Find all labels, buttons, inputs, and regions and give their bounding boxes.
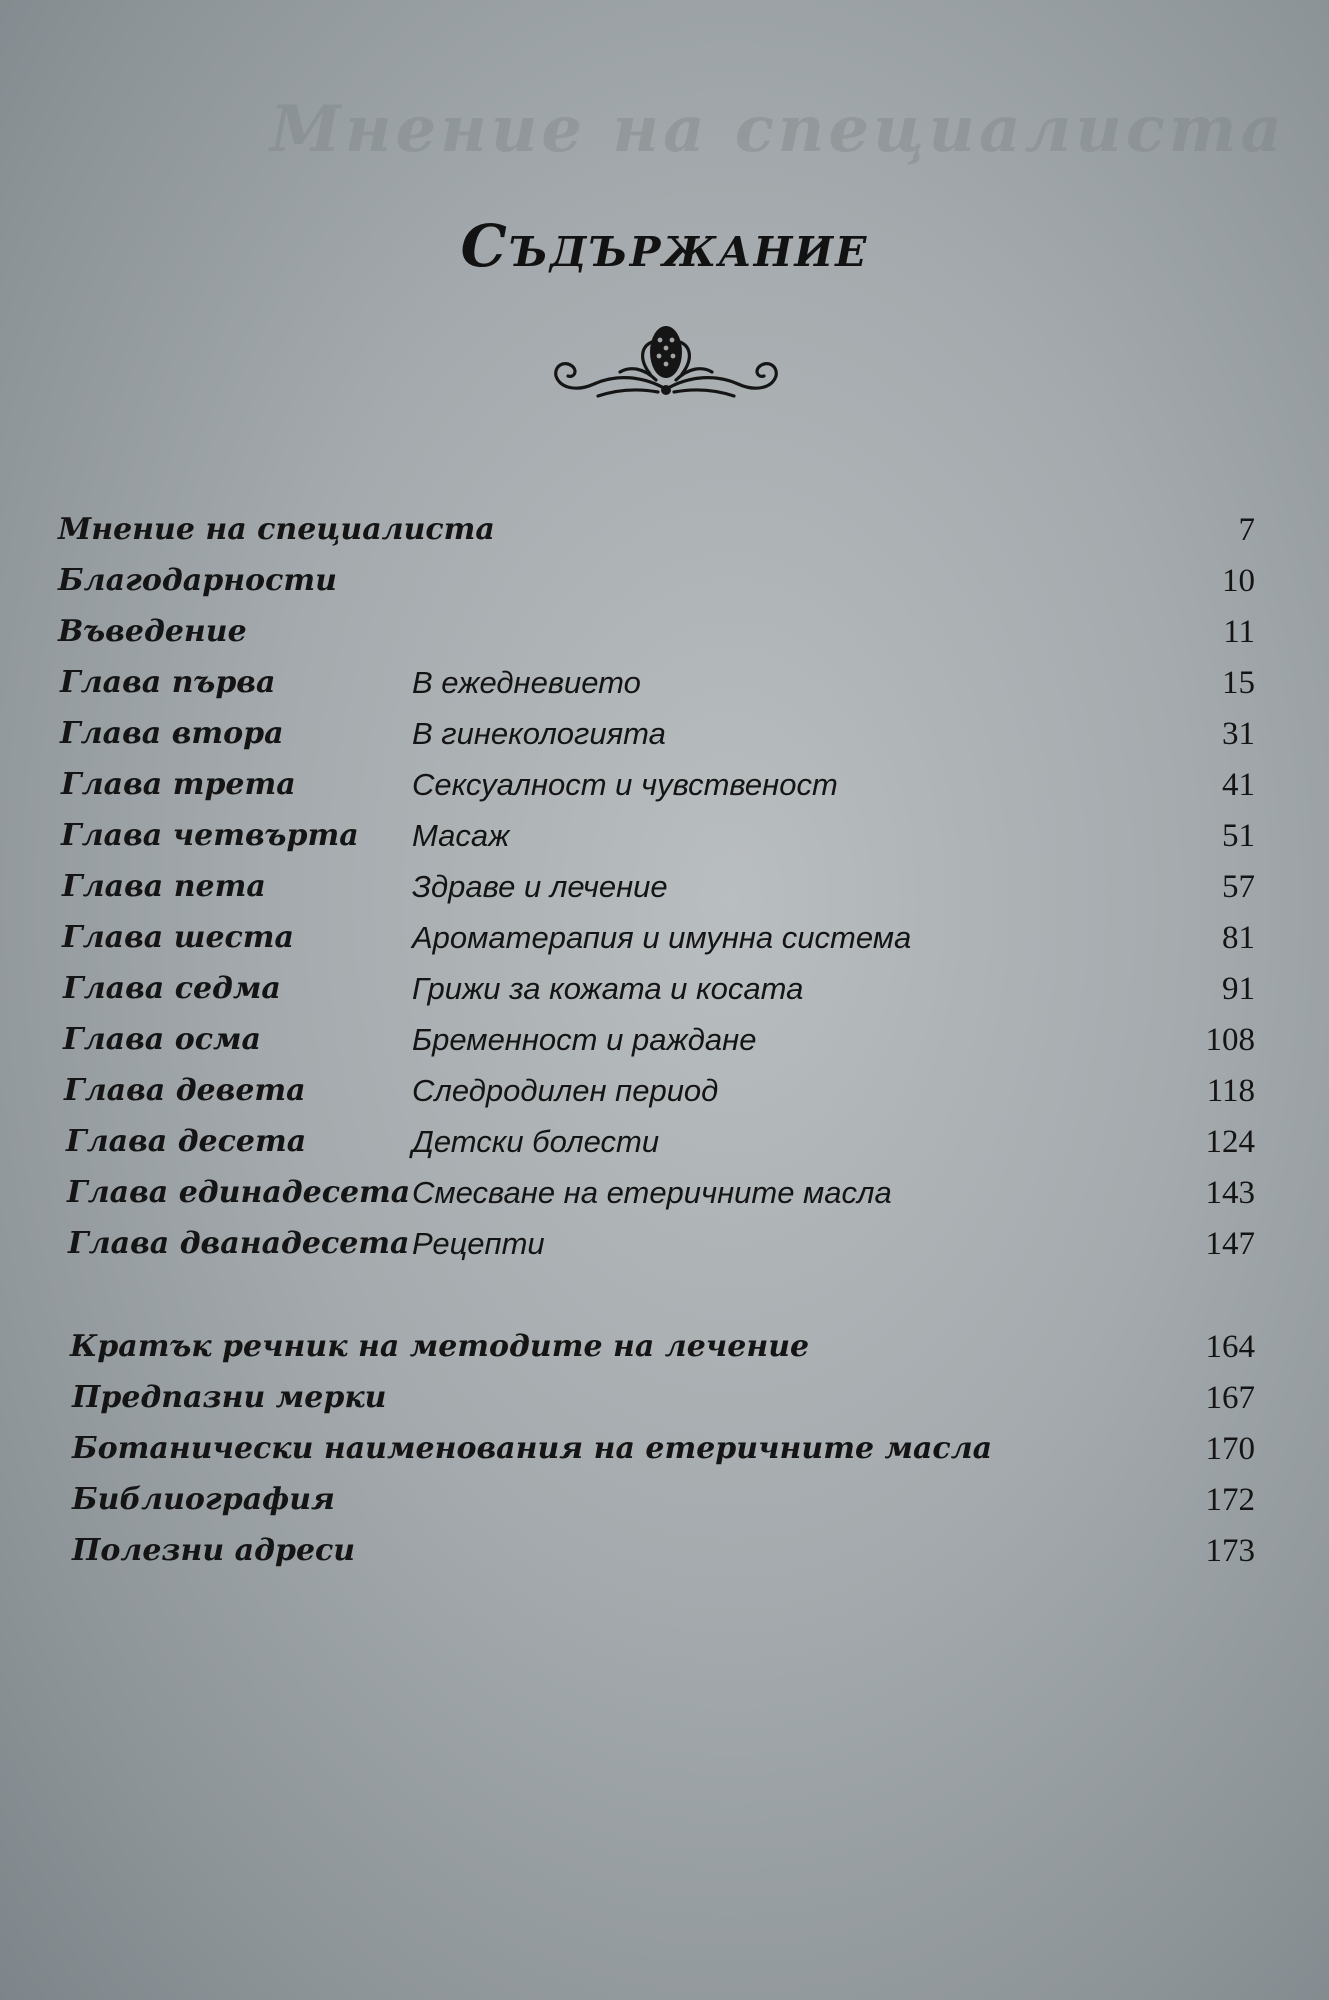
toc-entry-label: Мнение на специалиста [58,512,495,547]
chapter-page: 31 [1222,716,1255,752]
toc-entry-page: 7 [1238,512,1255,548]
toc-chapter-entry[interactable] [0,818,1329,864]
toc-entry-page: 164 [1205,1329,1255,1365]
toc-entry-label: Благодарности [58,563,337,598]
toc-chapter-entry[interactable] [0,971,1329,1017]
chapter-label: Глава девета [64,1073,306,1108]
chapter-title: Следродилен период [412,1073,719,1108]
chapter-title: Смесване на етеричните масла [412,1175,892,1210]
chapter-label: Глава седма [63,971,281,1006]
chapter-title: В ежедневието [412,665,641,700]
toc-entry-page: 170 [1205,1431,1255,1467]
toc-chapter-entry[interactable] [0,1124,1329,1170]
toc-entry-page: 173 [1205,1533,1255,1569]
toc-chapter-entry[interactable] [0,1022,1329,1068]
chapter-label: Глава осма [63,1022,261,1057]
toc-entry-label: Полезни адреси [72,1533,356,1568]
toc-entry-page: 11 [1223,614,1255,650]
toc-chapter-entry[interactable] [0,920,1329,966]
toc-entry[interactable] [0,563,1329,609]
chapter-page: 51 [1222,818,1255,854]
toc-chapter-entry[interactable] [0,1226,1329,1272]
chapter-title: Бременност и раждане [412,1022,757,1057]
toc-entry-page: 172 [1205,1482,1255,1518]
toc-chapter-entry[interactable] [0,716,1329,762]
chapter-label: Глава шеста [62,920,294,955]
chapter-page: 81 [1222,920,1255,956]
chapter-title: Сексуалност и чувственост [412,767,838,802]
toc-entry-label: Кратък речник на методите на лечение [70,1329,810,1364]
chapter-title: Детски болести [412,1124,660,1159]
toc-chapter-entry[interactable] [0,767,1329,813]
toc-entry-page: 167 [1205,1380,1255,1416]
chapter-page: 91 [1222,971,1255,1007]
toc-entry[interactable] [0,614,1329,660]
toc-chapter-entry[interactable] [0,1175,1329,1221]
chapter-title: В гинекологията [412,716,666,751]
toc-entry-page: 10 [1222,563,1255,599]
toc-entry[interactable] [0,1482,1329,1528]
chapter-label: Глава единадесета [67,1175,411,1210]
chapter-page: 147 [1205,1226,1255,1262]
chapter-page: 15 [1222,665,1255,701]
toc-entry-label: Предпазни мерки [72,1380,387,1415]
chapter-page: 41 [1222,767,1255,803]
toc-entry[interactable] [0,1329,1329,1375]
chapter-page: 118 [1206,1073,1255,1109]
chapter-title: Масаж [412,818,510,853]
toc-entry-label: Ботанически наименования на етеричните масла [72,1431,993,1466]
toc-entry[interactable] [0,1431,1329,1477]
toc-entry-label: Въведение [58,614,247,649]
chapter-label: Глава четвърта [61,818,359,853]
chapter-page: 124 [1205,1124,1255,1160]
chapter-page: 108 [1205,1022,1255,1058]
toc-entry[interactable] [0,1380,1329,1426]
toc-chapter-entry[interactable] [0,665,1329,711]
toc-entry[interactable] [0,1533,1329,1579]
chapter-page: 57 [1222,869,1255,905]
chapter-label: Глава втора [60,716,284,751]
toc-entry[interactable] [0,512,1329,558]
chapter-title: Здраве и лечение [412,869,668,904]
chapter-page: 143 [1205,1175,1255,1211]
chapter-label: Глава пета [62,869,266,904]
page-title: Съдържание [460,212,869,280]
chapter-label: Глава трета [61,767,296,802]
chapter-title: Ароматерапия и имунна система [412,920,912,955]
chapter-label: Глава първа [60,665,276,700]
toc-entry-label: Библиография [72,1482,335,1517]
chapter-label: Глава дванадесета [68,1226,410,1261]
chapter-title: Грижи за кожата и косата [412,971,804,1006]
show-through-heading: Мнение на специалиста [270,92,1286,167]
chapter-label: Глава десета [66,1124,307,1159]
toc-chapter-entry[interactable] [0,1073,1329,1119]
chapter-title: Рецепти [412,1226,545,1261]
toc-chapter-entry[interactable] [0,869,1329,915]
